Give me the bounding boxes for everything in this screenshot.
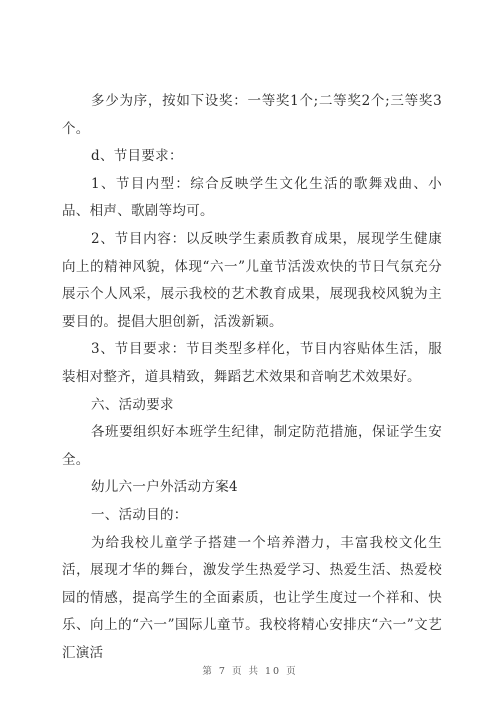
paragraph-program-type: 1、节目内型：综合反映学生文化生活的歌舞戏曲、小品、相声、歌剧等均可。 [62,175,442,220]
page-number-footer: 第 7 页 共 10 页 [202,666,298,677]
paragraph-program-requirements-heading: d、节目要求： [91,148,183,165]
document-subtitle: 幼儿六一户外活动方案4 [91,479,238,496]
paragraph-discipline: 各班要组织好本班学生纪律，制定防范措施，保证学生安全。 [62,424,442,468]
paragraph-program-content: 2、节目内容：以反映学生素质教育成果，展现学生健康向上的精神风貌，体现“六一”儿童节活泼欢快的节日气氛充分展示个人风采，展示我校的艺术教育成果，展现我校风貌为主要目的。提倡大胆创新，活泼新颖。 [62,230,442,330]
section-heading-activity-purpose: 一、活动目的： [91,506,188,523]
paragraph-purpose-body: 为给我校儿童学子搭建一个培养潜力，丰富我校文化生活，展现才华的舞台，激发学生热爱学习、热爱生活、热爱校园的情感，提高学生的全面素质，也让学生度过一个祥和、快乐、向上的“六一”国际儿童节。我校将精心安排庆“六一”文艺汇演活 [62,534,442,661]
paragraph-program-requirements: 3、节目要求：节目类型多样化，节目内容贴体生活，服装相对整齐，道具精致，舞蹈艺术效果和音响艺术效果好。 [62,341,442,385]
document-body [62,88,442,667]
section-heading-activity-requirements: 六、活动要求 [91,396,174,413]
paragraph-award-continuation: 多少为序，按如下设奖：一等奖1个;二等奖2个;三等奖3个。 [62,93,442,137]
